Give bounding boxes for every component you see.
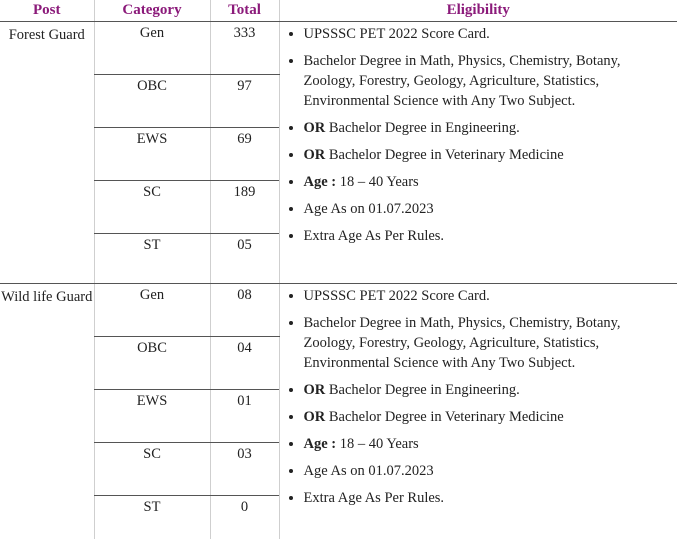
- eligibility-item-text: 18 – 40 Years: [336, 174, 419, 190]
- category-cell: OBC: [94, 337, 210, 390]
- category-cell: EWS: [94, 128, 210, 181]
- post-cell: Forest Guard: [0, 22, 94, 284]
- eligibility-item: [304, 286, 677, 306]
- eligibility-item-text: Bachelor Degree in Engineering.: [325, 120, 519, 136]
- eligibility-item-text: 18 – 40 Years: [336, 436, 419, 452]
- eligibility-item: [304, 145, 677, 165]
- eligibility-item: [304, 380, 677, 400]
- eligibility-item-text: Bachelor Degree in Math, Physics, Chemistry, Botany, Zoology, Forestry, Geology, Agriculture, Statistics, Environmental Science with Any Two Subject.: [304, 315, 625, 371]
- category-cell: Gen: [94, 22, 210, 75]
- total-cell: 01: [210, 390, 279, 443]
- header-post: Post: [0, 0, 94, 22]
- eligibility-item: [304, 488, 677, 508]
- eligibility-item: [304, 434, 677, 454]
- table-body: [0, 22, 677, 539]
- eligibility-item: [304, 407, 677, 427]
- eligibility-item-text: Extra Age As Per Rules.: [304, 490, 445, 506]
- eligibility-item-emphasis: OR: [304, 120, 326, 136]
- eligibility-item: [304, 118, 677, 138]
- total-cell: 189: [210, 181, 279, 234]
- total-cell: 97: [210, 75, 279, 128]
- header-eligibility: Eligibility: [279, 0, 677, 22]
- eligibility-item-emphasis: OR: [304, 382, 326, 398]
- eligibility-item-emphasis: Age :: [304, 174, 337, 190]
- eligibility-item-emphasis: OR: [304, 409, 326, 425]
- eligibility-list: [280, 24, 677, 246]
- category-cell: ST: [94, 234, 210, 284]
- total-cell: 0: [210, 496, 279, 539]
- eligibility-item-text: Age As on 01.07.2023: [304, 201, 434, 217]
- eligibility-item: [304, 172, 677, 192]
- eligibility-item: [304, 199, 677, 219]
- category-cell: EWS: [94, 390, 210, 443]
- total-cell: 69: [210, 128, 279, 181]
- total-cell: 05: [210, 234, 279, 284]
- total-cell: 03: [210, 443, 279, 496]
- post-cell: Wild life Guard: [0, 284, 94, 539]
- eligibility-item-text: Bachelor Degree in Veterinary Medicine: [325, 147, 563, 163]
- eligibility-item-text: UPSSSC PET 2022 Score Card.: [304, 26, 490, 42]
- category-cell: Gen: [94, 284, 210, 337]
- eligibility-item-emphasis: Age :: [304, 436, 337, 452]
- eligibility-cell: [279, 284, 677, 539]
- total-cell: 04: [210, 337, 279, 390]
- eligibility-item-text: UPSSSC PET 2022 Score Card.: [304, 288, 490, 304]
- eligibility-item-text: Extra Age As Per Rules.: [304, 228, 445, 244]
- header-category: Category: [94, 0, 210, 22]
- table-row: [0, 284, 677, 337]
- eligibility-item: [304, 24, 677, 44]
- header-total: Total: [210, 0, 279, 22]
- eligibility-item: [304, 226, 677, 246]
- category-cell: ST: [94, 496, 210, 539]
- eligibility-cell: [279, 22, 677, 284]
- category-cell: SC: [94, 443, 210, 496]
- eligibility-item: [304, 461, 677, 481]
- header-row: [0, 0, 677, 22]
- eligibility-item: [304, 51, 677, 111]
- eligibility-item-text: Bachelor Degree in Math, Physics, Chemistry, Botany, Zoology, Forestry, Geology, Agriculture, Statistics, Environmental Science with Any Two Subject.: [304, 53, 625, 109]
- total-cell: 08: [210, 284, 279, 337]
- eligibility-item-emphasis: OR: [304, 147, 326, 163]
- eligibility-item: [304, 313, 677, 373]
- eligibility-item-text: Bachelor Degree in Engineering.: [325, 382, 519, 398]
- category-cell: SC: [94, 181, 210, 234]
- eligibility-list: [280, 286, 677, 508]
- category-cell: OBC: [94, 75, 210, 128]
- total-cell: 333: [210, 22, 279, 75]
- eligibility-item-text: Bachelor Degree in Veterinary Medicine: [325, 409, 563, 425]
- eligibility-item-text: Age As on 01.07.2023: [304, 463, 434, 479]
- table-row: [0, 22, 677, 75]
